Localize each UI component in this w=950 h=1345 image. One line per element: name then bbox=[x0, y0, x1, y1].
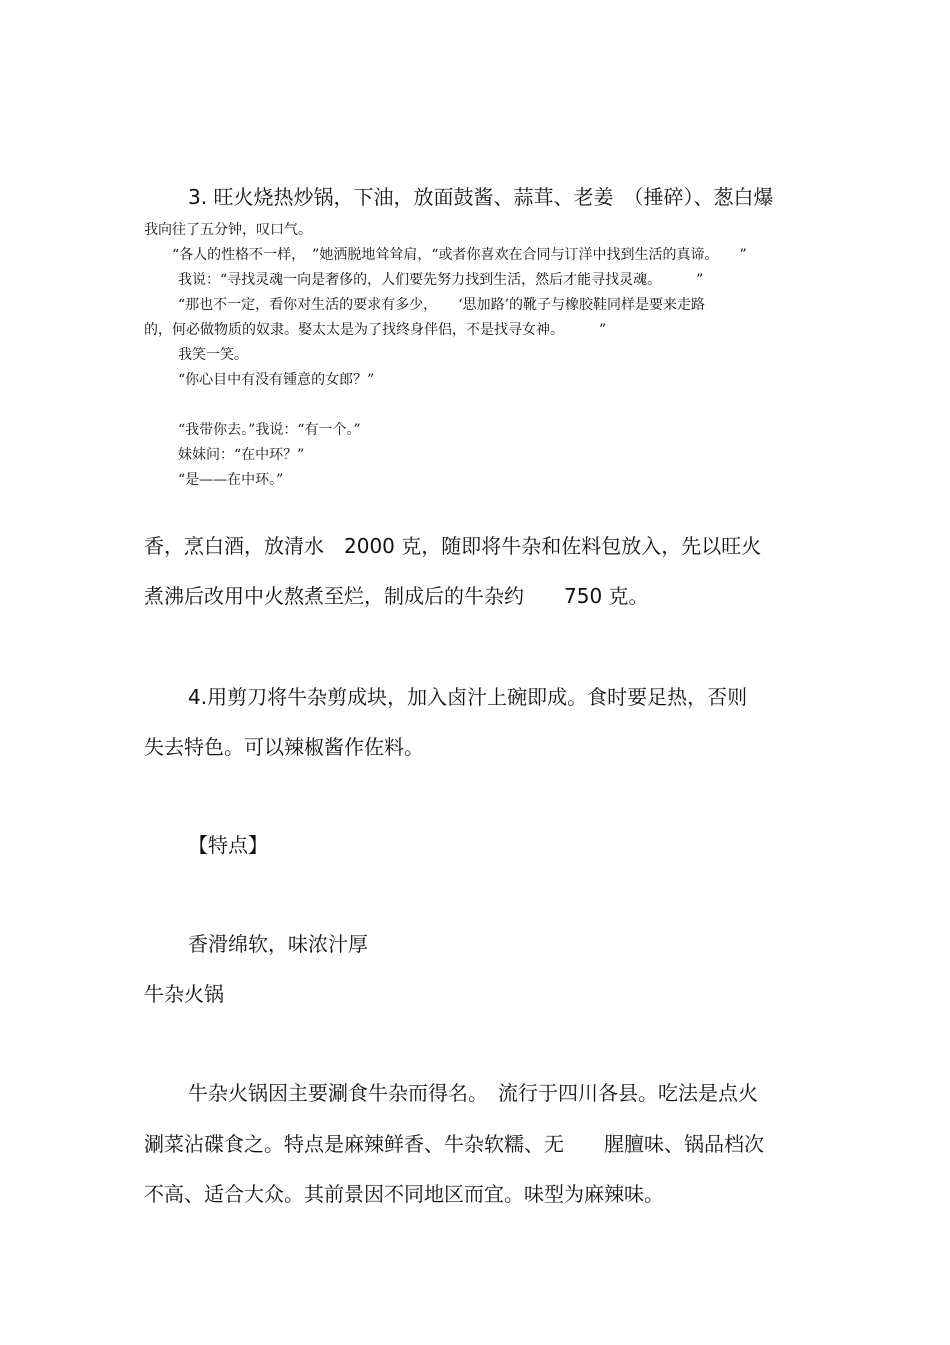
inset-line-8: “我带你去。”我说：“有一个。” bbox=[178, 422, 361, 438]
inset-line-2: “各人的性格不一样， ”她洒脱地耸耸肩，“或者你喜欢在合同与订洋中找到生活的真谛。 ” bbox=[172, 247, 747, 263]
description-line-1: 牛杂火锅因主要涮食牛杂而得名。 流行于四川各县。吃法是点火 bbox=[188, 1081, 758, 1105]
features-heading: 【特点】 bbox=[188, 833, 268, 857]
inset-line-10: “是——在中环。” bbox=[178, 472, 284, 488]
recipe-step4-line2: 失去特色。可以辣椒酱作佐料。 bbox=[144, 735, 424, 759]
inset-line-4: “那也不一定，看你对生活的要求有多少， ‘思加路’的靴子与橡胶鞋同样是要来走路 bbox=[178, 297, 706, 313]
description-line-2: 涮菜沾碟食之。特点是麻辣鲜香、牛杂软糯、无 腥膻味、锅品档次 bbox=[144, 1132, 764, 1156]
recipe-step3-line1: 3. 旺火烧热炒锅，下油，放面鼓酱、蒜茸、老姜 （捶碎）、葱白爆 bbox=[188, 185, 774, 209]
recipe-step4-line1: 4.用剪刀将牛杂剪成块，加入卤汁上碗即成。食时要足热，否则 bbox=[188, 685, 748, 709]
recipe-step3-line3: 煮沸后改用中火熬煮至烂，制成后的牛杂约 750 克。 bbox=[144, 584, 649, 608]
inset-line-1: 我向往了五分钟，叹口气。 bbox=[144, 222, 312, 238]
inset-line-3: 我说：“寻找灵魂一向是奢侈的，人们要先努力找到生活，然后才能寻找灵魂。 ” bbox=[178, 272, 704, 288]
inset-line-5: 的，何必做物质的奴隶。娶太太是为了找终身伴侣，不是找寻女神。 ” bbox=[144, 322, 607, 338]
inset-line-6: 我笑一笑。 bbox=[178, 347, 248, 363]
recipe-step3-line2: 香，烹白酒，放清水 2000 克，随即将牛杂和佐料包放入，先以旺火 bbox=[144, 534, 762, 558]
inset-line-9: 妹妹问：“在中环？” bbox=[178, 447, 305, 463]
inset-line-7: “你心目中有没有锺意的女郎？” bbox=[178, 372, 375, 388]
dish-title: 牛杂火锅 bbox=[144, 982, 224, 1006]
description-line-3: 不高、适合大众。其前景因不同地区而宜。味型为麻辣味。 bbox=[144, 1182, 664, 1206]
features-text: 香滑绵软，味浓汁厚 bbox=[188, 932, 368, 956]
